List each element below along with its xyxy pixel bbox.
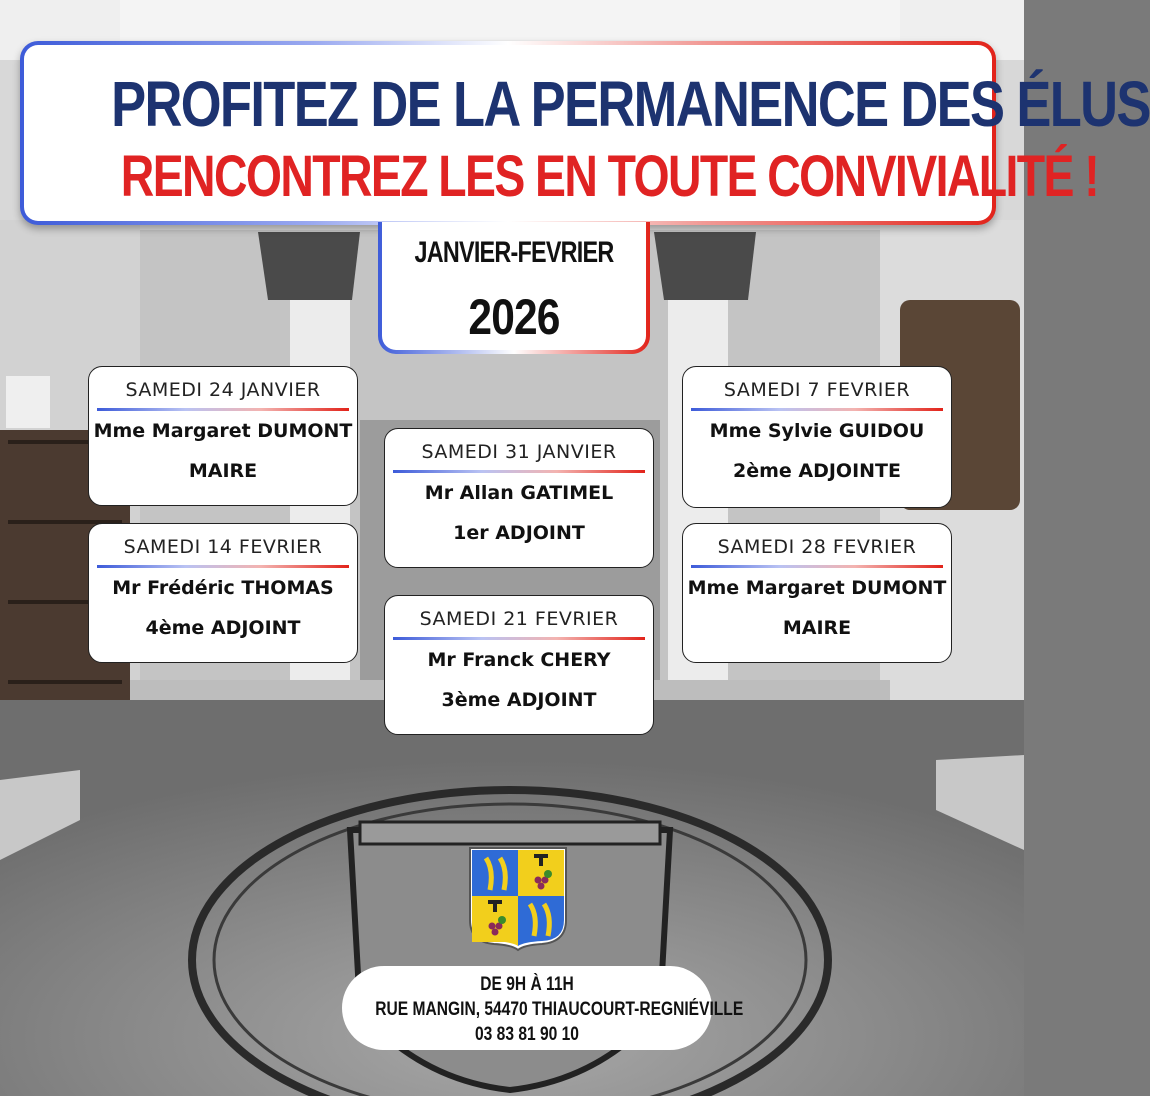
card-name: Mme Margaret DUMONT [93,420,353,442]
tricolor-divider [393,470,645,473]
card-name: Mme Sylvie GUIDOU [709,420,925,442]
schedule-card [384,428,654,568]
tricolor-divider [97,408,349,411]
tricolor-divider [97,565,349,568]
card-name: Mr Allan GATIMEL [424,482,614,504]
card-role: MAIRE [188,460,258,482]
card-date: SAMEDI 7 FEVRIER [723,379,911,401]
schedule-card [682,523,952,663]
page-title: PROFITEZ DE LA PERMANENCE DES ÉLUS [111,68,1150,140]
period-label: JANVIER-FEVRIER [414,236,614,269]
phone-number: 03 83 81 90 10 [475,1024,579,1045]
card-date: SAMEDI 28 FEVRIER [717,536,917,558]
page-subtitle: RENCONTREZ LES EN TOUTE CONVIVIALITÉ ! [120,144,1099,209]
tricolor-divider [691,565,943,568]
card-role: 3ème ADJOINT [441,689,597,711]
card-date: SAMEDI 21 FEVRIER [419,608,619,630]
opening-hours: DE 9H À 11H [480,974,574,995]
schedule-card [88,523,358,663]
header-banner [20,41,1150,225]
coat-of-arms-icon [468,846,568,950]
schedule-card [384,595,654,735]
info-box [342,966,744,1050]
address: RUE MANGIN, 54470 THIAUCOURT-REGNIÉVILLE [375,999,744,1020]
schedule-card [682,366,952,508]
card-name: Mme Margaret DUMONT [687,577,947,599]
tricolor-divider [691,408,943,411]
year-label: 2026 [468,289,560,345]
card-date: SAMEDI 24 JANVIER [125,379,321,401]
card-date: SAMEDI 31 JANVIER [421,441,617,463]
period-box [378,222,650,354]
card-role: 2ème ADJOINTE [732,460,901,482]
schedule-card [88,366,358,506]
card-role: 1er ADJOINT [453,522,585,544]
card-role: 4ème ADJOINT [145,617,301,639]
card-date: SAMEDI 14 FEVRIER [123,536,323,558]
card-name: Mr Franck CHERY [427,649,611,671]
card-name: Mr Frédéric THOMAS [112,577,334,599]
card-role: MAIRE [782,617,852,639]
tricolor-divider [393,637,645,640]
